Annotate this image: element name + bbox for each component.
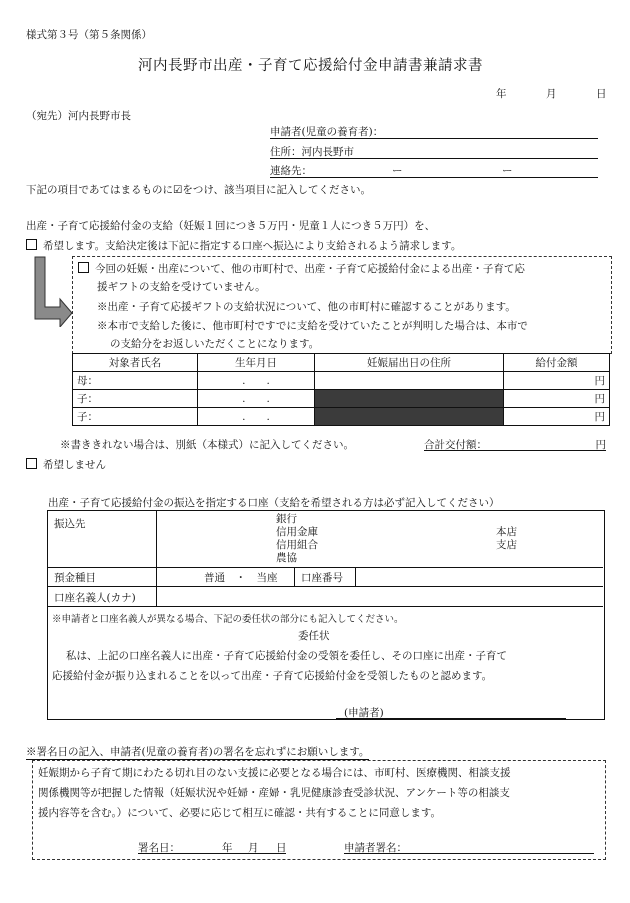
contact-dash: ー <box>502 165 513 177</box>
sub-option-line2: 援ギフトの支給を受けていません。 <box>97 281 266 293</box>
payment-intro: 出産・子育て応援給付金の支給（妊娠１回につき５万円・児童１人につき５万円）を、 <box>26 220 436 232</box>
row-name[interactable]: 母： <box>73 372 198 390</box>
transfer-to-label: 振込先 <box>54 518 86 530</box>
branch-type: 本店 <box>496 526 517 538</box>
bank-type: 信用組合 <box>276 539 318 551</box>
account-number-input[interactable] <box>356 568 602 586</box>
target-table <box>72 353 610 426</box>
row-address[interactable] <box>315 372 504 390</box>
consent-line3: 援内容等を含む。）について、必要に応じて相互に確認・共有することに同意します。 <box>38 807 441 819</box>
table-header-row <box>73 354 610 372</box>
proxy-signer-field[interactable] <box>336 705 566 719</box>
account-number-label: 口座番号 <box>301 572 343 584</box>
divider <box>48 606 603 607</box>
table-row <box>73 372 610 390</box>
row-address-disabled <box>315 408 504 426</box>
signer-field[interactable] <box>344 840 594 854</box>
account-heading: 出産・子育て応援給付金の振込を指定する口座（支給を希望される方は必ず記入してください） <box>48 497 500 509</box>
applicant-field[interactable] <box>270 124 598 139</box>
overflow-note: ※書ききれない場合は、別紙（本様式）に記入してください。 <box>60 439 354 451</box>
sign-date-year: 年 <box>222 842 233 854</box>
row-address-disabled <box>315 390 504 408</box>
hope-checkbox[interactable] <box>26 239 37 250</box>
total-field[interactable] <box>424 437 606 451</box>
no-hope-checkbox[interactable] <box>26 458 37 469</box>
sign-date-day: 日 <box>276 842 287 854</box>
header-name: 対象者氏名 <box>73 354 198 372</box>
branch-type: 支店 <box>496 539 517 551</box>
row-amount[interactable]: 円 <box>504 372 610 390</box>
contact-field[interactable] <box>270 163 598 178</box>
account-note: ※申請者と口座名義人が異なる場合、下記の委任状の部分にも記入してください。 <box>52 614 404 625</box>
account-number-cell <box>294 568 356 586</box>
addressee: （宛先）河内長野市長 <box>26 110 131 122</box>
row-dob[interactable]: . . <box>198 372 315 390</box>
sub-option-text1: 今回の妊娠・出産について、他の市町村で、出産・子育て応援給付金による出産・子育て応 <box>95 263 525 275</box>
sub-option-line1 <box>78 261 525 276</box>
signature-reminder: ※署名日の記入、申請者(児童の養育者)の署名を忘れずにお願いします。 <box>26 746 370 758</box>
sub-option-note2b: の支給分をお返しいただくことになります。 <box>110 338 320 350</box>
row-amount[interactable]: 円 <box>504 390 610 408</box>
consent-line2: 関係機関等が把握した情報（妊娠状況や妊婦・産婦・乳児健康診査受診状況、アンケート等の相談支 <box>38 787 510 799</box>
instruction-text: 下記の項目であてはまるものに☑をつけ、該当項目に記入してください。 <box>26 184 371 196</box>
row-dob[interactable]: . . <box>198 390 315 408</box>
row-dob[interactable]: . . <box>198 408 315 426</box>
header-address: 妊娠届出日の住所 <box>315 354 504 372</box>
bank-type: 銀行 <box>276 513 297 525</box>
holder-label: 口座名義人(カナ) <box>54 592 136 604</box>
header-dob: 生年月日 <box>198 354 315 372</box>
form-number: 様式第３号（第５条関係） <box>26 29 152 41</box>
date-month[interactable]: 月 <box>546 88 557 100</box>
total-yen: 円 <box>595 439 606 451</box>
address-label: 住所：河内長野市 <box>270 146 354 158</box>
address-field[interactable] <box>270 144 598 159</box>
no-hope-label: 希望しません <box>43 459 106 471</box>
signer-label: 申請者署名： <box>344 842 407 854</box>
hope-option <box>26 238 461 253</box>
sign-date-month: 月 <box>248 842 259 854</box>
holder-input[interactable] <box>158 587 602 606</box>
row-name[interactable]: 子： <box>73 390 198 408</box>
row-name[interactable]: 子： <box>73 408 198 426</box>
consent-line1: 妊娠期から子育て期にわたる切れ目のない支援に必要となる場合には、市町村、医療機関、相談支援 <box>38 767 511 779</box>
bank-type: 農協 <box>276 552 297 564</box>
sub-option-note2a: ※本市で支給した後に、他市町村ですでに支給を受けていたことが判明した場合は、本市で <box>97 320 528 332</box>
deposit-type-cell <box>48 568 157 586</box>
sub-option-checkbox[interactable] <box>78 262 89 273</box>
hope-label: 希望します。支給決定後は下記に指定する口座へ振込により支給されるよう請求します。 <box>43 240 462 252</box>
transfer-to-cell <box>48 511 157 567</box>
proxy-title: 委任状 <box>298 630 330 642</box>
header-amount: 給付金額 <box>504 354 610 372</box>
proxy-text1: 私は、上記の口座名義人に出産・子育て応援給付金の受領を委任し、その口座に出産・子育て <box>66 650 507 662</box>
proxy-signer-label: (申請者) <box>344 707 384 719</box>
deposit-type-options[interactable]: 普通 ・ 当座 <box>204 572 278 584</box>
contact-label: 連絡先： <box>270 165 312 177</box>
applicant-label: 申請者(児童の養育者)： <box>270 126 384 138</box>
sub-option-note1: ※出産・子育て応援ギフトの支給状況について、他の市町村に確認することがあります。 <box>97 301 516 313</box>
no-hope-option <box>26 457 106 472</box>
sign-date-field[interactable] <box>138 840 286 854</box>
bank-type-list[interactable] <box>276 513 336 565</box>
arrow-icon <box>30 255 74 327</box>
date-year[interactable]: 年 <box>496 88 507 100</box>
bank-type: 信用金庫 <box>276 526 318 538</box>
total-label: 合計交付額： <box>424 439 487 451</box>
table-row <box>73 390 610 408</box>
page-title: 河内長野市出産・子育て応援給付金申請書兼請求書 <box>138 58 483 74</box>
deposit-type-label: 預金種目 <box>54 572 96 584</box>
branch-type-list[interactable] <box>496 526 536 552</box>
holder-cell <box>48 587 157 606</box>
table-row <box>73 408 610 426</box>
proxy-text2: 応援給付金が振り込まれることを以って出産・子育て応援給付金を受領したものと認めます。 <box>52 670 493 682</box>
contact-dash: ー <box>392 165 403 177</box>
row-amount[interactable]: 円 <box>504 408 610 426</box>
sign-date-label: 署名日： <box>138 842 180 854</box>
date-day[interactable]: 日 <box>596 88 607 100</box>
